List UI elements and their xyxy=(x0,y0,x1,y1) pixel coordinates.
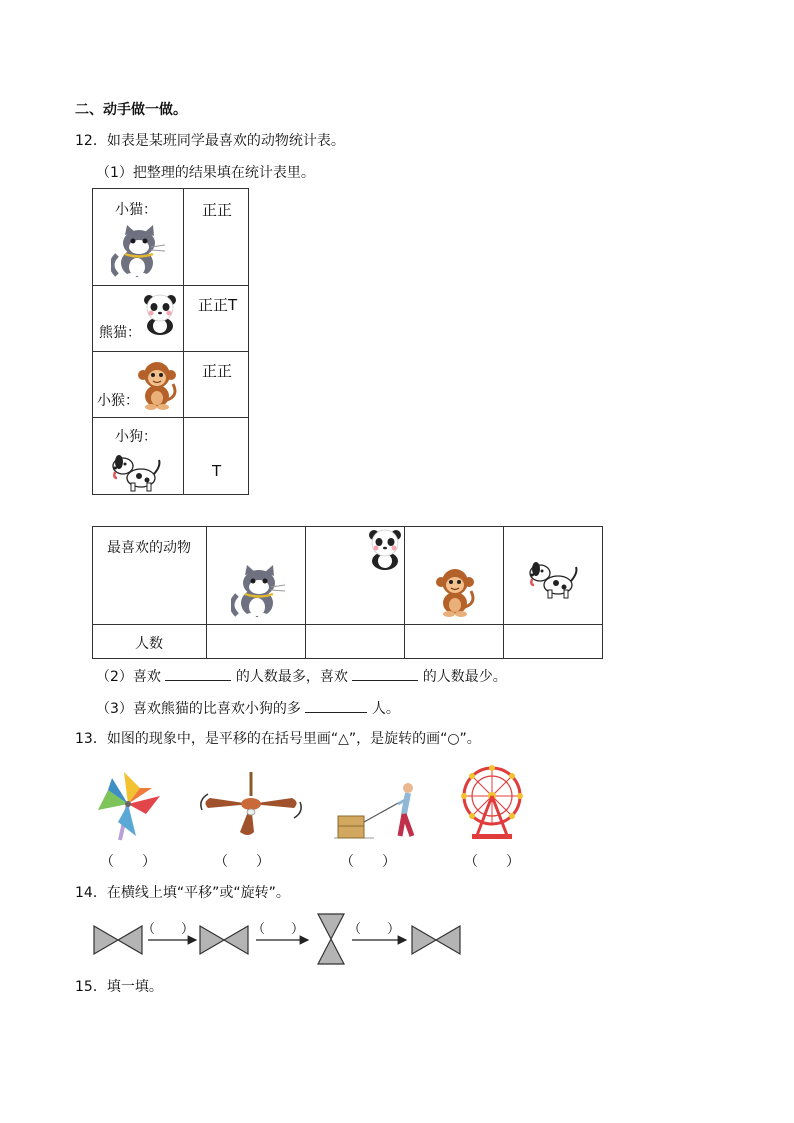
q14-answer-paren-2[interactable]: （ ） xyxy=(252,922,305,937)
ferris-wheel-icon xyxy=(458,764,526,840)
panda-icon xyxy=(143,294,177,336)
tally-label-dog: 小狗： xyxy=(115,429,157,445)
stat-count-dog[interactable] xyxy=(504,625,603,659)
tally-cell-cat xyxy=(93,189,184,286)
cat-icon xyxy=(111,225,167,279)
tally-table xyxy=(92,188,249,495)
ceiling-fan-icon xyxy=(196,772,306,838)
tally-value-cell-panda xyxy=(184,286,249,352)
stat-dog-cell xyxy=(504,527,603,625)
q12-part1: （1）把整理的结果填在统计表里。 xyxy=(96,165,315,181)
stat-count-label-cell xyxy=(93,625,207,659)
pinwheel-icon xyxy=(94,770,166,842)
pulling-box-icon xyxy=(334,782,424,842)
bowtie-shape-3 xyxy=(318,914,344,939)
q12-part3-text-b: 人。 xyxy=(371,701,400,717)
q12-part2-text-c: 的人数最少。 xyxy=(422,669,507,685)
q13-answer-paren-1[interactable]: （ ） xyxy=(100,854,156,870)
q13-answer-paren-2[interactable]: （ ） xyxy=(214,854,270,870)
q12-part2-text-b: 的人数最多，喜欢 xyxy=(235,669,348,685)
stat-panda-cell xyxy=(306,527,405,625)
tally-label-panda: 熊猫： xyxy=(99,325,141,341)
tally-cell-panda xyxy=(93,286,184,352)
answer-blank-most[interactable] xyxy=(165,666,231,681)
monkey-icon xyxy=(435,567,477,617)
monkey-icon xyxy=(137,360,179,410)
dog-icon xyxy=(526,559,580,599)
stat-count-panda[interactable] xyxy=(306,625,405,659)
answer-blank-difference[interactable] xyxy=(305,698,367,713)
stat-header-cell xyxy=(93,527,207,625)
q14-stem: 14．在横线上填“平移”或“旋转”。 xyxy=(75,885,290,901)
statistics-table xyxy=(92,526,603,659)
q12-part3-text-a: （3）喜欢熊猫的比喜欢小狗的多 xyxy=(96,701,301,717)
q12-stem: 12．如表是某班同学最喜欢的动物统计表。 xyxy=(75,133,345,149)
bowtie-shape-4 xyxy=(412,926,436,954)
dog-icon xyxy=(109,452,163,492)
tally-panda: 正正T xyxy=(198,296,238,314)
bowtie-shape-1 xyxy=(94,926,118,954)
q13-answer-paren-3[interactable]: （ ） xyxy=(340,854,396,870)
tally-label-monkey: 小猴： xyxy=(97,393,139,409)
stat-monkey-cell xyxy=(405,527,504,625)
tally-label-cat: 小猫： xyxy=(115,202,157,218)
q14-answer-paren-1[interactable]: （ ） xyxy=(142,922,195,937)
stat-count-monkey[interactable] xyxy=(405,625,504,659)
q13-stem: 13．如图的现象中，是平移的在括号里画“△”，是旋转的画“○”。 xyxy=(75,731,481,747)
q12-part2 xyxy=(96,666,507,686)
panda-icon xyxy=(368,529,402,571)
q14-answer-paren-3[interactable]: （ ） xyxy=(348,922,401,937)
answer-blank-least[interactable] xyxy=(352,666,418,681)
q15-stem: 15．填一填。 xyxy=(75,979,163,995)
q12-part3 xyxy=(96,698,400,718)
stat-header-label: 最喜欢的动物 xyxy=(107,540,191,556)
tally-value-cell-monkey xyxy=(184,352,249,418)
tally-monkey: 正正 xyxy=(202,362,233,380)
tally-dog: T xyxy=(212,462,222,480)
tally-value-cell-cat xyxy=(184,189,249,286)
stat-count-label: 人数 xyxy=(135,636,163,652)
cat-icon xyxy=(231,565,287,619)
tally-cell-dog xyxy=(93,418,184,495)
tally-value-cell-dog xyxy=(184,418,249,495)
tally-cell-monkey xyxy=(93,352,184,418)
tally-cat: 正正 xyxy=(202,201,233,219)
q13-answer-paren-4[interactable]: （ ） xyxy=(464,854,520,870)
q12-part2-text-a: （2）喜欢 xyxy=(96,669,161,685)
stat-count-cat[interactable] xyxy=(207,625,306,659)
section-title: 二、动手做一做。 xyxy=(75,102,187,118)
stat-cat-cell xyxy=(207,527,306,625)
bowtie-shape-2 xyxy=(200,926,224,954)
